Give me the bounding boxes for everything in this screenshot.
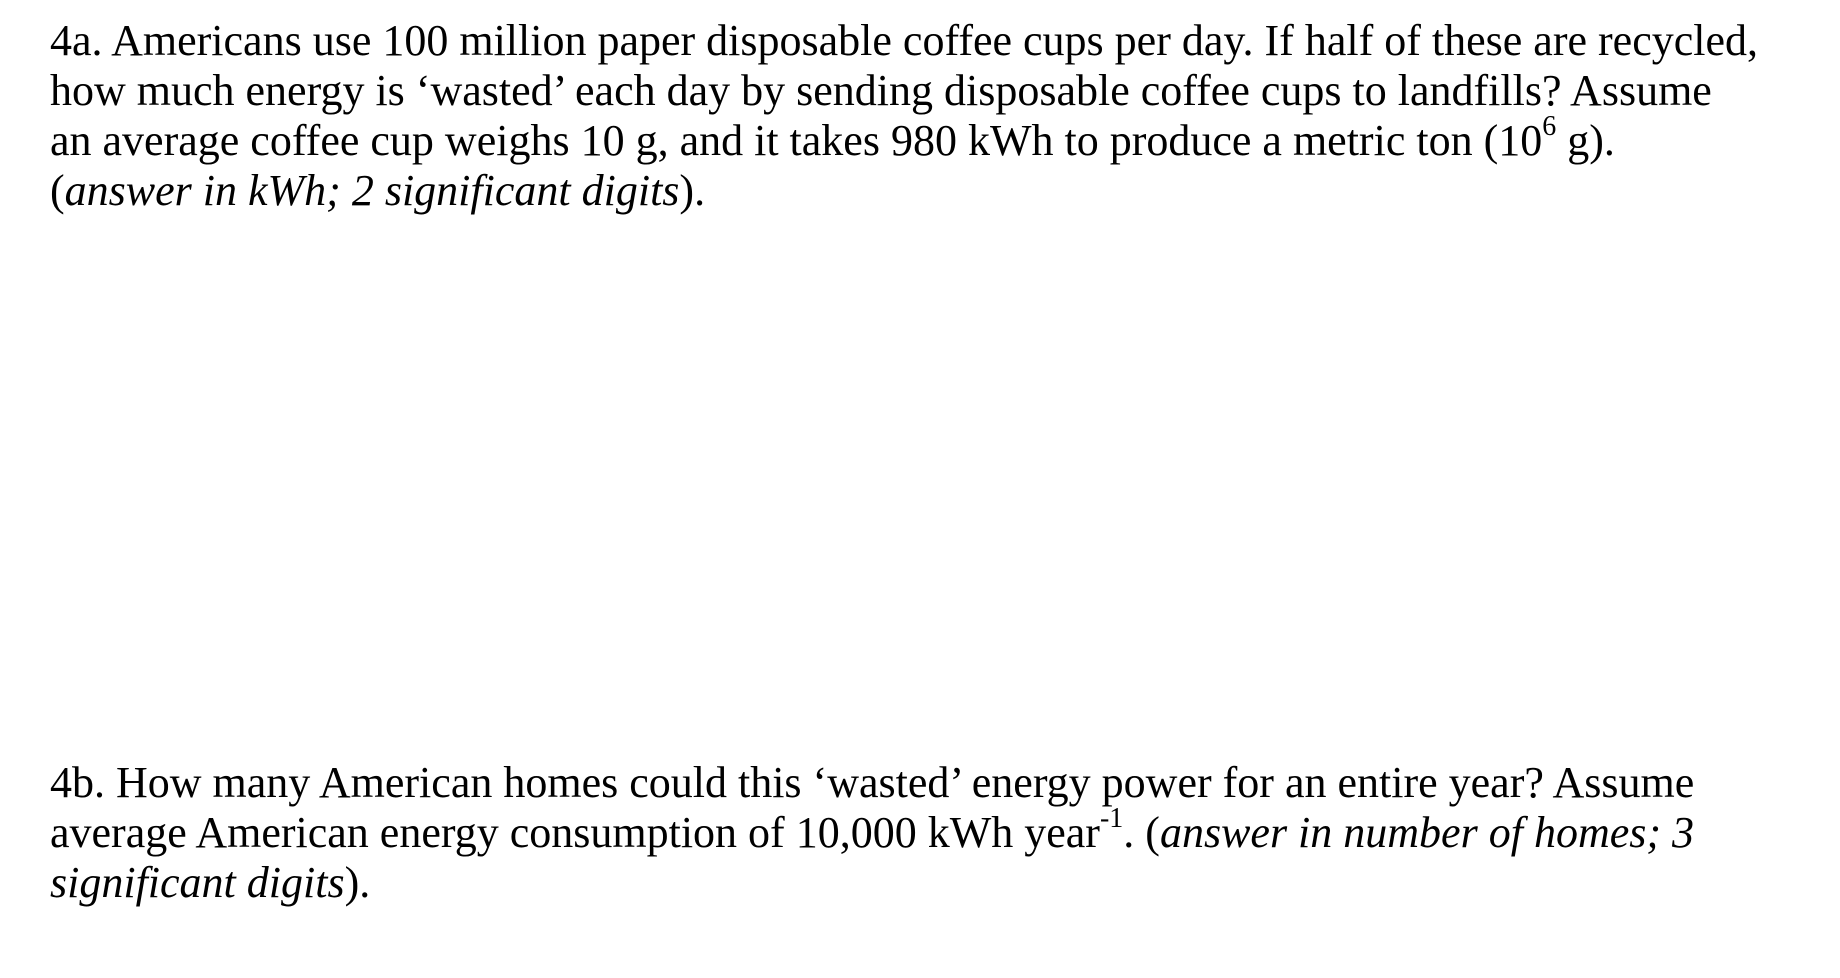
question-4b-line-3 [50,858,1790,908]
question-4b-line-2 [50,803,1790,858]
question-4a [50,16,1790,216]
question-4a-line-3 [50,111,1790,166]
close-paren: ). [679,166,706,215]
question-4a-line-1: 4a. Americans use 100 million paper disposable coffee cups per day. If half of these are recycled, [50,16,1759,65]
exponent-6: 6 [1542,111,1557,143]
answer-format-4b-part-2: significant digits [50,858,345,907]
question-4a-answer-instructions [50,166,1790,216]
question-4b-line-2-punct: . ( [1123,808,1160,857]
answer-format-4b-part-1: answer in number of homes; 3 [1159,808,1695,857]
exponent-minus-1: -1 [1099,803,1124,835]
question-4b-line-2-text: average American energy consumption of 10,000 kWh year [50,808,1100,857]
answer-format-4a: answer in kWh; 2 significant digits [64,166,680,215]
question-4a-line-3-unit: g). [1556,116,1615,165]
close-paren: ). [344,858,371,907]
open-paren: ( [50,166,65,215]
question-4b [50,758,1790,908]
question-4a-line-2: how much energy is ‘wasted’ each day by sending disposable coffee cups to landfills? Assume [50,66,1712,115]
question-4b-line-1: 4b. How many American homes could this ‘wasted’ energy power for an entire year? Assume [50,758,1695,807]
question-4a-line-3-text: an average coffee cup weighs 10 g, and it takes 980 kWh to produce a metric ton (10 [50,116,1543,165]
